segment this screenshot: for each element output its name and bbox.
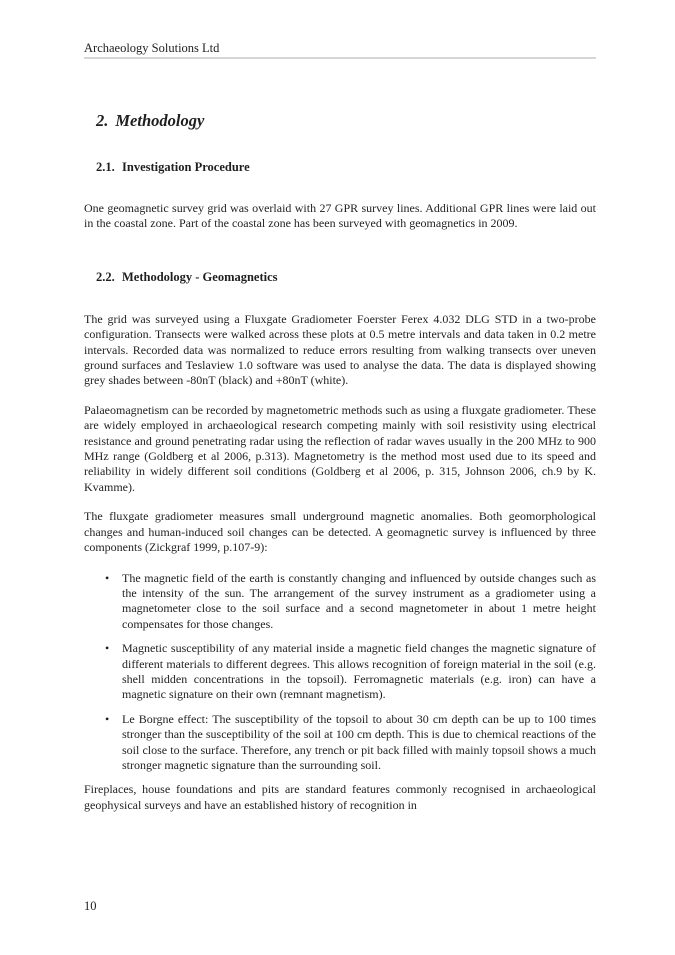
list-item <box>105 641 596 703</box>
paragraph-fireplaces: Fireplaces, house foundations and pits are standard features commonly recognised in archaeological geophysical surveys and have an established history of recognition in <box>84 782 596 812</box>
paragraph-fluxgate-gradiometer: The fluxgate gradiometer measures small underground magnetic anomalies. Both geomorphological changes and human-induced soil changes can be detected. A geomagnetic survey is influenced by three components (Zickgraf 1999, p.107-9): <box>84 509 596 555</box>
page-number: 10 <box>84 899 97 913</box>
paragraph-palaeomagnetism: Palaeomagnetism can be recorded by magnetometric methods such as using a fluxgate gradiometer. These are widely employed in archaeological research competing mainly with soil resistivity using electrical resistance and ground penetrating radar using the reflection of radar waves usually in the 200 MHz to 900 MHz range (Goldberg et al 2006, p.313). Magnetometry is the method most used due to its speed and reliability in widely different soil conditions (Goldberg et al 2006, p. 315, Johnson 2006, ch.9 by K. Kvamme). <box>84 402 596 494</box>
chapter-number: 2. <box>96 111 109 130</box>
bullet-text-le-borgne: Le Borgne effect: The susceptibility of the topsoil to about 30 cm depth can be up to 100 times stronger than the susceptibility of the soil at 100 cm depth. This is due to chemical reactions of the soil close to the surface. Therefore, any trench or pit back filled with mainly topsoil shows a much stronger magnetic signature than the surrounding soil. <box>122 711 596 772</box>
bullet-icon: • <box>105 570 110 585</box>
paragraph-grid-survey: The grid was surveyed using a Fluxgate Gradiometer Foerster Ferex 4.032 DLG STD in a two-probe configuration. Transects were walked across these plots at 0.5 metre intervals and data taken in 0.2 metre intervals. Recorded data was normalized to reduce errors resulting from walking transects over uneven ground surfaces and Teslaview 1.0 software was used to analyse the data. The data is displayed showing grey shades between -80nT (black) and +80nT (white). <box>84 311 596 388</box>
running-header <box>84 0 596 59</box>
page-content <box>84 0 596 813</box>
list-item <box>105 712 596 774</box>
section-2-1-number: 2.1. <box>96 160 115 174</box>
bullet-text-magnetic-field: The magnetic field of the earth is constantly changing and influenced by outside changes such as the intensity of the sun. The arrangement of the survey instrument as a gradiometer using a magnetometer close to the soil surface and a second magnetometer in about 1 metre height compensates for those changes. <box>122 570 596 631</box>
section-2-2-title: Methodology - Geomagnetics <box>122 269 278 284</box>
list-item <box>105 571 596 633</box>
section-2-2-number: 2.2. <box>96 269 115 284</box>
chapter-title-text: Methodology <box>115 111 205 130</box>
section-2-1-title: Investigation Procedure <box>122 160 250 174</box>
bullet-text-susceptibility: Magnetic susceptibility of any material inside a magnetic field changes the magnetic signature of different materials to different degrees. This allows recognition of foreign material in the soil (e.g. shell midden concentrations in the topsoil). Ferromagnetic materials (e.g. iron) can have a magnetic signature on their own (remnant magnetism). <box>122 641 596 702</box>
bullet-icon: • <box>105 641 110 656</box>
components-bullet-list <box>84 571 596 774</box>
chapter-heading <box>96 111 596 130</box>
bullet-icon: • <box>105 711 110 726</box>
section-heading-2-2 <box>96 270 596 285</box>
company-name: Archaeology Solutions Ltd <box>84 41 220 55</box>
paragraph-investigation-procedure: One geomagnetic survey grid was overlaid with 27 GPR survey lines. Additional GPR lines were laid out in the coastal zone. Part of the coastal zone has been surveyed with geomagnetics in 2009. <box>84 201 596 231</box>
section-heading-2-1 <box>96 160 596 175</box>
